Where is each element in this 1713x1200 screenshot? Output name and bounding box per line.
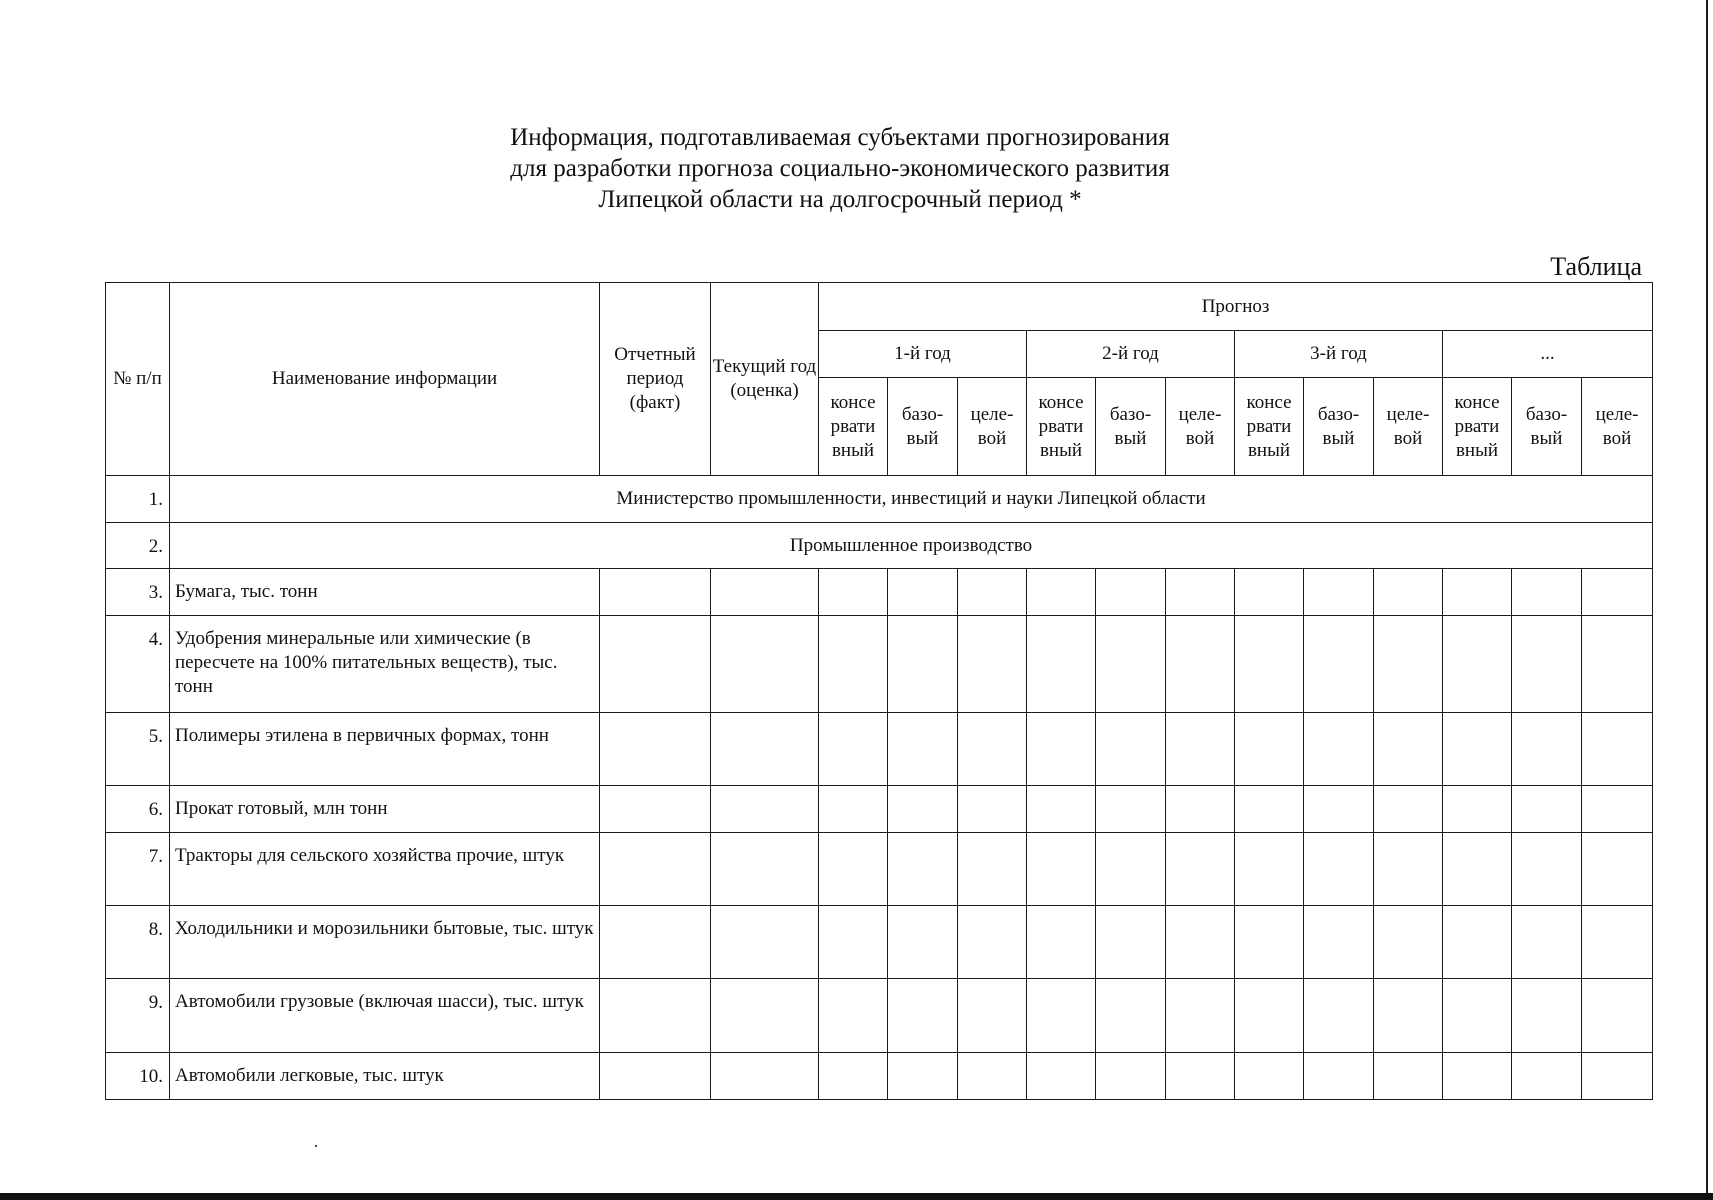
value-cell [958,833,1027,906]
value-cell [1304,906,1374,979]
header-variant-target: целе- вой [958,378,1027,476]
value-cell [1304,569,1374,616]
value-cell [1166,906,1235,979]
value-cell [1304,1053,1374,1100]
value-cell [958,616,1027,713]
section-row [106,523,1653,569]
value-cell [1027,713,1096,786]
row-name: Полимеры этилена в первичных формах, тонн [170,713,600,786]
value-cell [888,786,958,833]
row-number: 10. [106,1053,170,1100]
value-cell [711,979,819,1053]
value-cell [1582,569,1653,616]
value-cell [1582,979,1653,1053]
value-cell [958,569,1027,616]
value-cell [1027,1053,1096,1100]
value-cell [1027,569,1096,616]
header-year-3: 3-й год [1235,331,1443,378]
title-line-2: для разработки прогноза социально-экономического развития [510,155,1170,182]
value-cell [1512,713,1582,786]
header-year-more: ... [1443,331,1653,378]
value-cell [1374,569,1443,616]
page-edge-line [1706,0,1708,1200]
value-cell [1512,979,1582,1053]
value-cell [1582,1053,1653,1100]
value-cell [1166,979,1235,1053]
header-year-2: 2-й год [1027,331,1235,378]
header-variant-conservative: консе рвати вный [1235,378,1304,476]
header-variant-target: целе- вой [1582,378,1653,476]
table-row [106,616,1653,713]
row-name: Удобрения минеральные или химические (в пересчете на 100% питательных веществ), тыс. тонн [170,616,600,713]
section-row [106,476,1653,523]
row-name: Автомобили легковые, тыс. штук [170,1053,600,1100]
table-row [106,833,1653,906]
header-variant-conservative: консе рвати вный [819,378,888,476]
value-cell [958,786,1027,833]
value-cell [1096,833,1166,906]
value-cell [1235,906,1304,979]
header-variant-conservative: консе рвати вный [1027,378,1096,476]
value-cell [1443,569,1512,616]
value-cell [1027,786,1096,833]
row-name: Прокат готовый, млн тонн [170,786,600,833]
value-cell [1443,616,1512,713]
value-cell [1235,616,1304,713]
value-cell [1443,979,1512,1053]
value-cell [1512,906,1582,979]
row-number: 6. [106,786,170,833]
header-variant-base: базо- вый [1304,378,1374,476]
value-cell [600,979,711,1053]
title-line-3: Липецкой области на долгосрочный период * [598,186,1082,213]
header-current-year: Текущий год (оценка) [711,283,819,476]
value-cell [819,786,888,833]
value-cell [600,569,711,616]
value-cell [1235,1053,1304,1100]
value-cell [711,569,819,616]
value-cell [1443,1053,1512,1100]
value-cell [1096,713,1166,786]
value-cell [1027,616,1096,713]
value-cell [1304,713,1374,786]
value-cell [1512,833,1582,906]
value-cell [1374,906,1443,979]
row-name: Автомобили грузовые (включая шасси), тыс. штук [170,979,600,1053]
value-cell [1512,1053,1582,1100]
value-cell [1096,786,1166,833]
value-cell [1304,616,1374,713]
header-number: № п/п [106,283,170,476]
value-cell [1582,713,1653,786]
value-cell [819,833,888,906]
value-cell [600,833,711,906]
value-cell [1374,979,1443,1053]
value-cell [1512,616,1582,713]
value-cell [1304,786,1374,833]
value-cell [888,1053,958,1100]
value-cell [888,906,958,979]
value-cell [1166,713,1235,786]
value-cell [1443,906,1512,979]
value-cell [1027,979,1096,1053]
table-row [106,569,1653,616]
section-title: Промышленное производство [170,523,1653,569]
table-row [106,979,1653,1053]
value-cell [1374,786,1443,833]
row-name: Холодильники и морозильники бытовые, тыс. штук [170,906,600,979]
table-body [106,476,1653,1100]
value-cell [711,906,819,979]
value-cell [1582,616,1653,713]
value-cell [819,906,888,979]
table-row [106,1053,1653,1100]
value-cell [819,1053,888,1100]
header-variant-base: базо- вый [1096,378,1166,476]
row-name: Тракторы для сельского хозяйства прочие, штук [170,833,600,906]
value-cell [888,979,958,1053]
value-cell [958,713,1027,786]
value-cell [711,833,819,906]
value-cell [1166,616,1235,713]
header-variant-base: базо- вый [1512,378,1582,476]
value-cell [1443,833,1512,906]
table-row [106,713,1653,786]
value-cell [888,616,958,713]
value-cell [711,616,819,713]
row-number: 1. [106,476,170,523]
value-cell [1027,906,1096,979]
row-name: Бумага, тыс. тонн [170,569,600,616]
value-cell [888,833,958,906]
value-cell [1166,569,1235,616]
value-cell [1443,713,1512,786]
header-forecast: Прогноз [819,283,1653,331]
header-reported-period: Отчетный период (факт) [600,283,711,476]
value-cell [1166,1053,1235,1100]
row-number: 8. [106,906,170,979]
table-row [106,786,1653,833]
value-cell [600,906,711,979]
value-cell [600,1053,711,1100]
row-number: 5. [106,713,170,786]
value-cell [1304,833,1374,906]
value-cell [1096,906,1166,979]
row-number: 9. [106,979,170,1053]
row-number: 7. [106,833,170,906]
value-cell [1374,833,1443,906]
value-cell [1027,833,1096,906]
value-cell [819,616,888,713]
row-number: 2. [106,523,170,569]
value-cell [1304,979,1374,1053]
value-cell [1096,1053,1166,1100]
value-cell [1166,786,1235,833]
value-cell [1096,569,1166,616]
value-cell [1374,1053,1443,1100]
value-cell [1235,713,1304,786]
value-cell [1582,833,1653,906]
value-cell [1374,713,1443,786]
value-cell [1166,833,1235,906]
value-cell [711,786,819,833]
value-cell [888,713,958,786]
header-variant-target: целе- вой [1166,378,1235,476]
value-cell [1374,616,1443,713]
value-cell [1235,979,1304,1053]
value-cell [711,713,819,786]
title-line-1: Информация, подготавливаемая субъектами прогнозирования [510,124,1170,151]
row-number: 4. [106,616,170,713]
value-cell [600,713,711,786]
value-cell [1096,979,1166,1053]
value-cell [1235,786,1304,833]
scan-bottom-border [0,1193,1713,1200]
section-title: Министерство промышленности, инвестиций и науки Липецкой области [170,476,1653,523]
header-variant-conservative: консе рвати вный [1443,378,1512,476]
header-year-1: 1-й год [819,331,1027,378]
value-cell [888,569,958,616]
header-name: Наименование информации [170,283,600,476]
value-cell [1235,569,1304,616]
table-row [106,906,1653,979]
header-variant-target: целе- вой [1374,378,1443,476]
value-cell [1582,786,1653,833]
value-cell [819,569,888,616]
value-cell [1512,569,1582,616]
value-cell [958,906,1027,979]
value-cell [600,786,711,833]
value-cell [1235,833,1304,906]
value-cell [1096,616,1166,713]
value-cell [711,1053,819,1100]
table-label: Таблица [1550,252,1642,281]
value-cell [1443,786,1512,833]
row-number: 3. [106,569,170,616]
document-title [340,122,1340,215]
forecast-table [105,282,1653,1100]
header-variant-base: базо- вый [888,378,958,476]
value-cell [1582,906,1653,979]
value-cell [600,616,711,713]
scan-speck [315,1145,317,1147]
value-cell [958,979,1027,1053]
value-cell [819,713,888,786]
value-cell [958,1053,1027,1100]
value-cell [1512,786,1582,833]
value-cell [819,979,888,1053]
